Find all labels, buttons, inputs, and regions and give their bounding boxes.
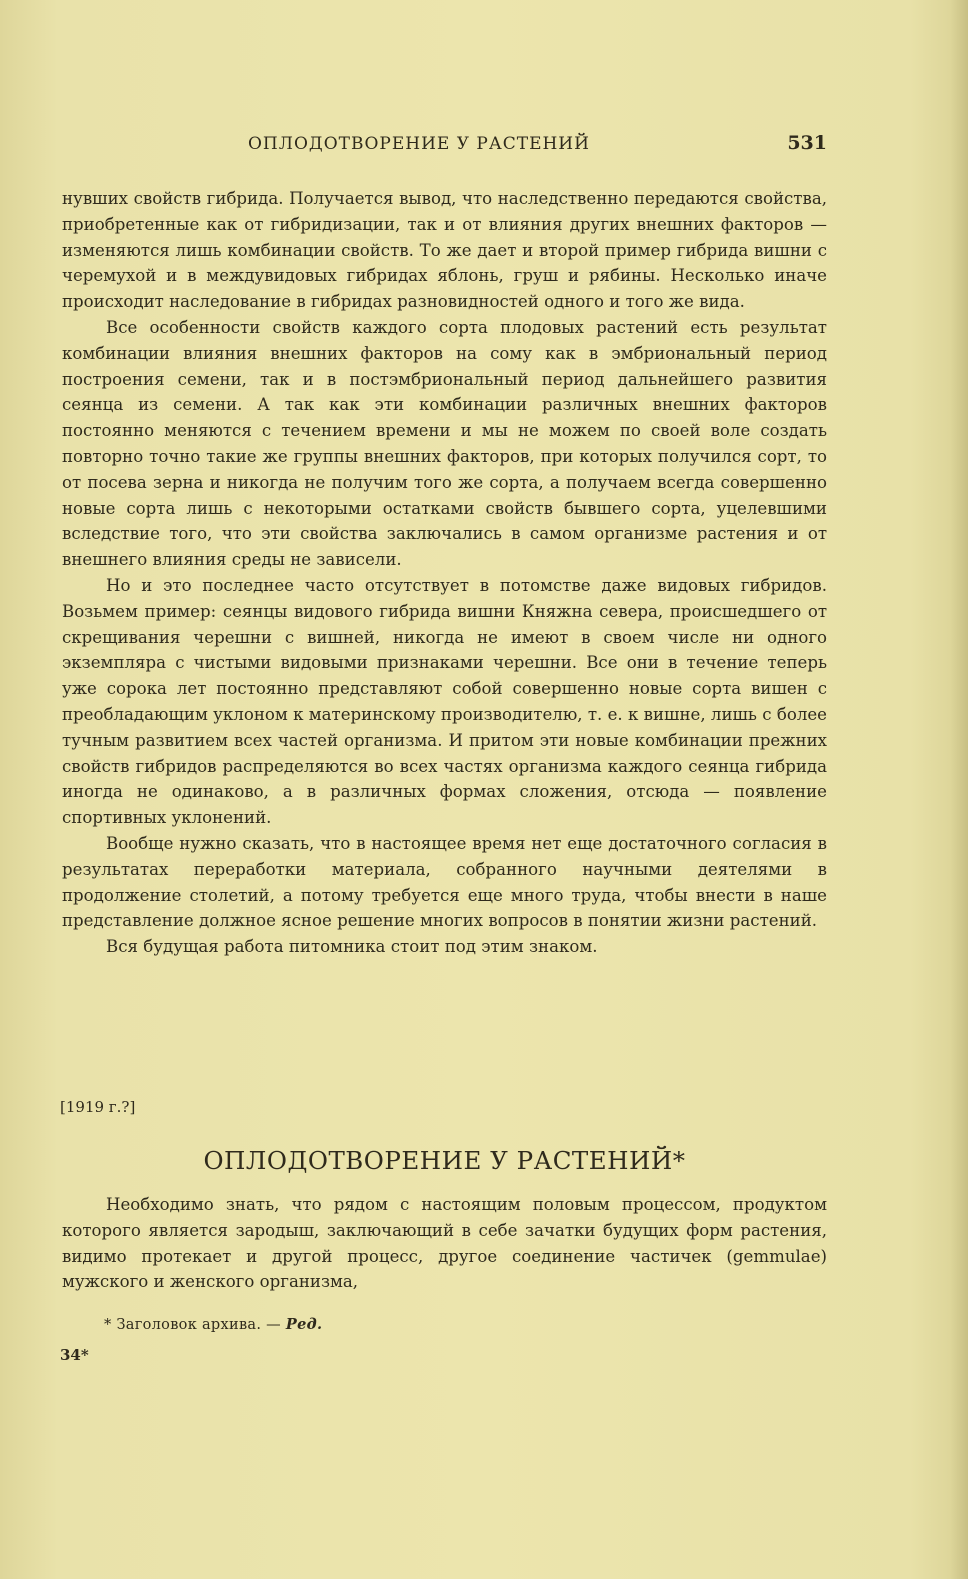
paragraph: Все особенности свойств каждого сорта плодовых растений есть результат комбинации влияния внешних факторов на сому как в эмбриональный период построения семени, так и в постэмбриональный период дальнейшего развития сеянца из семени. А так как эти комбинации различных внешних факторов постоянно меняются с течением времени и мы не можем по своей воле создать повторно точно такие же группы внешних факторов, при которых получился сорт, то от посева зерна и никогда не получим того же сорта, а получаем всегда совершенно новые сорта лишь с некоторыми остатками свойств бывшего сорта, уцелевшими вследствие того, что эти свойства заключались в самом организме растения и от внешнего влияния среды не зависели. (62, 317, 827, 570)
printer-signature: 34* (60, 1346, 89, 1364)
paragraph: Вообще нужно сказать, что в настоящее время нет еще достаточного согласия в результатах переработки материала, собранного научными деятелями в продолжение столетий, а потому требуется еще много труда, чтобы внести в наше представление должное ясное решение многих вопросов в понятии жизни растений. (62, 833, 827, 931)
footnote-text: * Заголовок архива. — (104, 1317, 281, 1333)
paragraph: Вся будущая работа питомника стоит под этим знаком. (106, 937, 598, 957)
running-title: ОПЛОДОТВОРЕНИЕ У РАСТЕНИЙ (248, 134, 590, 154)
paragraph-continued: нувших свойств гибрида. Получается вывод, что наследственно передаются свойства, приобретенные как от гибридизации, так и от влияния других внешних факторов — изменяются лишь комбинации свойств. То же дает и второй пример гибрида вишни с черемухой и в междувидовых гибридах яблонь, груш и рябины. Несколько иначе происходит наследование в гибридах разновидностей одного и того же вида. (62, 189, 827, 312)
article-text (62, 1192, 827, 1295)
main-text (62, 186, 827, 960)
article-title: ОПЛОДОТВОРЕНИЕ У РАСТЕНИЙ* (203, 1146, 686, 1175)
page-number: 531 (787, 132, 827, 154)
page-header (62, 132, 827, 160)
paragraph: Но и это последнее часто отсутствует в потомстве даже видовых гибридов. Возьмем пример: сеянцы видового гибрида вишни Княжна севера, происшедшего от скрещивания черешни с вишней, никогда не имеют в своем числе ни одного экземпляра с чистыми видовыми признаками черешни. Все они в течение теперь уже сорока лет постоянно представляют собой совершенно новые сорта вишен с преобладающим уклоном к материнскому производителю, т. е. к вишне, лишь с более тучным развитием всех частей организма. И притом эти новые комбинации прежних свойств гибридов распределяются во всех частях организма каждого сеянца гибрида иногда не одинаково, а в различных формах сложения, отсюда — появление спортивных уклонений. (62, 575, 827, 828)
paragraph: Необходимо знать, что рядом с настоящим половым процессом, продуктом которого является зародыш, заключающий в себе зачатки будущих форм растения, видимо протекает и другой процесс, другое соединение частичек (gemmulae) мужского и женского организма, (62, 1195, 827, 1292)
footnote-editor: Ред. (285, 1316, 323, 1333)
date-note: [1919 г.?] (60, 1098, 136, 1116)
footnote (104, 1316, 322, 1333)
page-edge-shadow (950, 0, 968, 1579)
